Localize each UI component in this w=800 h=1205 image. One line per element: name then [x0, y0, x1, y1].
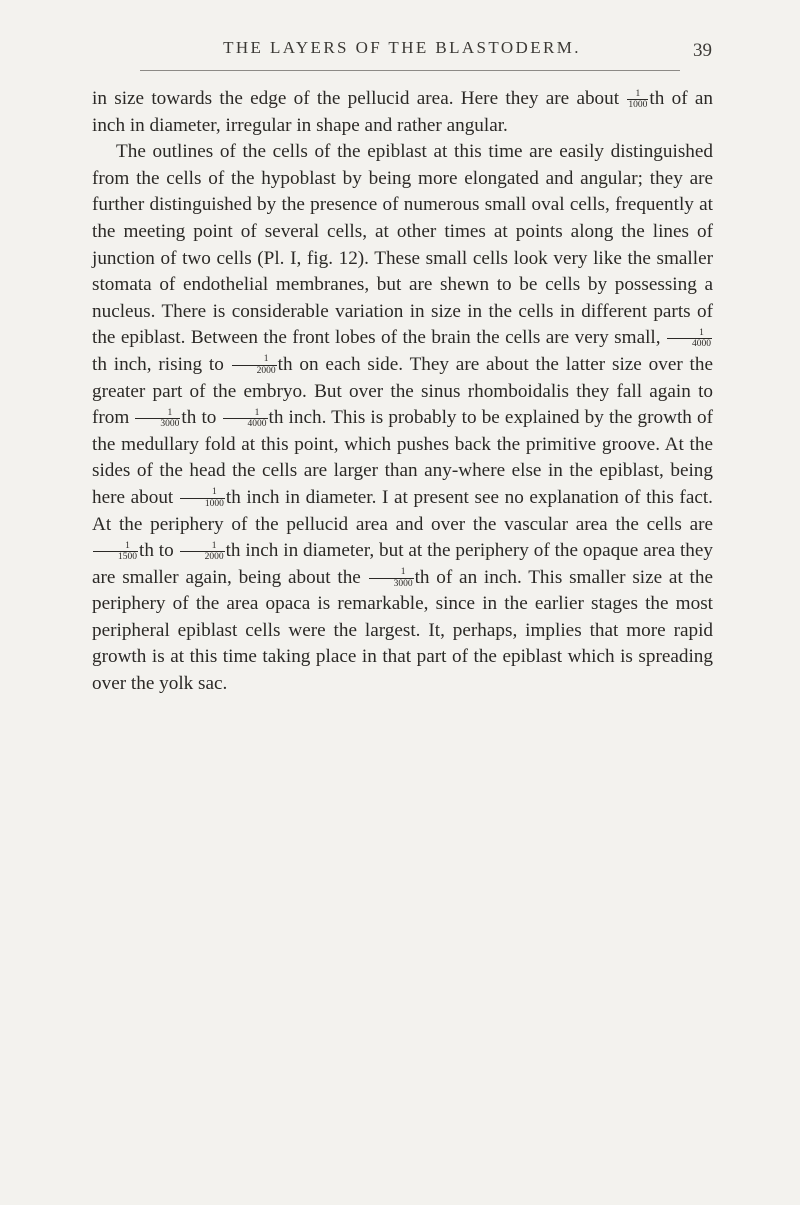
fraction — [232, 355, 277, 376]
fraction-denominator: 1000 — [180, 498, 225, 510]
fraction — [135, 409, 180, 430]
fraction-numerator: 1 — [125, 540, 130, 551]
fraction — [667, 329, 712, 350]
fraction-denominator: 2000 — [232, 365, 277, 377]
text-run: th inch in diameter, but at the periphery of the opaque area they are smaller again, being about the — [92, 540, 713, 588]
fraction-denominator: 1500 — [93, 551, 138, 563]
fraction — [180, 542, 225, 563]
header-rule — [140, 70, 680, 71]
fraction-denominator: 4000 — [223, 418, 268, 430]
fraction-numerator: 1 — [263, 354, 269, 365]
body-text — [92, 86, 713, 698]
text-run: th inch. This is probably to be explained by the growth of the medullary fold at this point, which pushes back the primitive groove. At the sides of the head the cells are larger than any-where else in the epiblast, being here about — [92, 407, 713, 508]
text-run: th to — [139, 540, 179, 562]
fraction-denominator: 3000 — [369, 578, 414, 590]
fraction — [180, 488, 225, 509]
text-run: th on each side. They are about the latter size over the greater part of the embryo. But over the sinus rhomboidalis they fall again to from — [92, 353, 713, 429]
page-header — [92, 38, 712, 68]
fraction — [369, 568, 414, 589]
fraction-numerator: 1 — [211, 487, 217, 498]
paragraph-1 — [92, 86, 713, 139]
fraction-denominator: 4000 — [667, 338, 712, 350]
text-run: th inch in diameter. I at present see no explanation of this fact. At the periphery of the pellucid area and over the vascular area the cells are — [92, 486, 713, 535]
fraction-denominator: 2000 — [180, 551, 225, 563]
text-run: in size towards the edge of the pellucid area. Here they are about — [92, 88, 627, 109]
text-run: th to — [181, 407, 222, 429]
fraction — [93, 542, 138, 563]
fraction-denominator: 3000 — [135, 418, 180, 430]
fraction-numerator: 1 — [211, 540, 217, 551]
text-run: th of an inch in diameter, irregular in shape and rather angular. — [92, 88, 713, 136]
text-run: The outlines of the cells of the epiblast at this time are easily distinguished from the cells of the hypoblast by being more elongated and angular; they are further distinguished by the presence of numerous small oval cells, frequently at the meeting point of several cells, at other times at points along the lines of junction of two cells (Pl. I, fig. 12). These small cells look very like the smaller stomata of endothelial membranes, but are shewn to be cells by possessing a nucleus. There is considerable variation in size in the cells in different parts of the epiblast. Between the front lobes of the brain the cells are very small, — [92, 141, 713, 349]
running-title: THE LAYERS OF THE BLASTODERM. — [223, 38, 581, 57]
fraction-numerator: 1 — [400, 567, 406, 578]
fraction-numerator: 1 — [254, 407, 260, 418]
text-run: th inch, rising to — [92, 353, 231, 375]
fraction-numerator: 1 — [635, 88, 641, 99]
text-run: th of an inch. This smaller size at the periphery of the area opaca is remarkable, since in the earlier stages the most peripheral epiblast cells were the largest. It, perhaps, implies that more rapid growth is at this time taking place in that part of the epiblast which is spreading over the yolk sac. — [92, 566, 713, 695]
fraction — [627, 90, 648, 111]
fraction-numerator: 1 — [167, 407, 173, 418]
fraction-denominator: 1000 — [628, 100, 648, 110]
fraction — [223, 409, 268, 430]
page-number: 39 — [693, 40, 712, 61]
paragraph-2 — [92, 139, 713, 697]
fraction-numerator: 1 — [699, 327, 704, 338]
